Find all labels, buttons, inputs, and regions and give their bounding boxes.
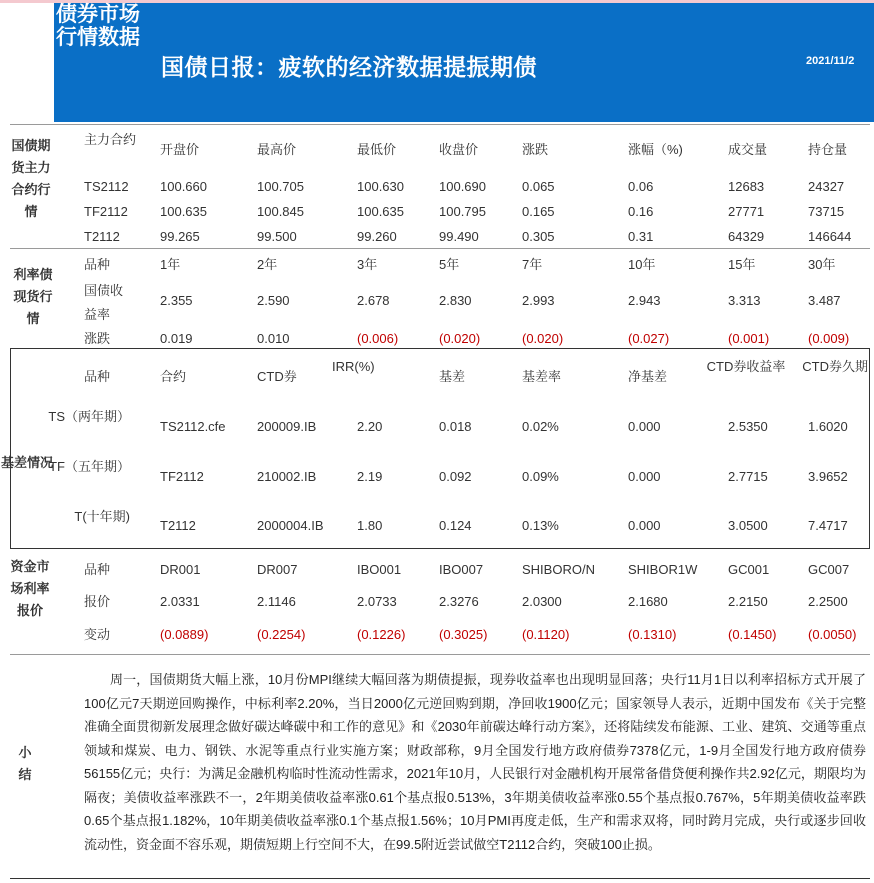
section-divider (10, 124, 870, 125)
futures-section-label: 国债期货主力合约行情 (11, 138, 51, 219)
table-cell: TS2112 (84, 179, 129, 194)
rate-change: (0.1226) (357, 627, 406, 642)
futures-header-volume: 成交量 (728, 142, 768, 157)
rate-quote: 2.1680 (628, 594, 668, 609)
yield-change: (0.009) (808, 331, 850, 346)
brand-title: 债券市场行情数据 (56, 3, 140, 49)
table-cell: 2.19 (357, 469, 383, 484)
table-cell: TF2112 (160, 469, 204, 484)
yield-value: 2.355 (160, 293, 193, 308)
basis-header-basis-rate: 基差率 (522, 369, 562, 384)
tenor-label: 30年 (808, 257, 836, 272)
basis-header-net-basis: 净基差 (628, 369, 668, 384)
tenor-label: 1年 (160, 257, 181, 272)
table-cell: 100.705 (257, 179, 304, 194)
table-cell: 0.02% (522, 419, 559, 434)
basis-header-irr: IRR(%) (332, 359, 375, 374)
table-cell: 0.31 (628, 229, 654, 244)
table-cell: 0.018 (439, 419, 472, 434)
report-date: 2021/11/2 (806, 55, 855, 67)
table-cell: T2112 (84, 229, 120, 244)
bottom-divider (10, 878, 870, 879)
basis-header-contract: 合约 (160, 369, 187, 384)
table-cell: 73715 (808, 204, 845, 219)
yield-value: 2.993 (522, 293, 555, 308)
summary-text: 周一，国债期货大幅上涨，10月份MPI继续大幅回落为期债提振，现券收益率也出现明显回落；央行11月1日以利率招标方式开展了100亿元7天期逆回购操作，中标利率2.20%，当日2000亿元逆回购到期，净回收1900亿元；国家领导人表示，近期中国发布《关于完整准确全面贯彻新发展理念做好碳达峰碳中和工作的意见》和《2030年前碳达峰行动方案》，还将陆续发布能源、工业、建筑、交通等重点领域和煤炭、电力、钢铁、水泥等重点行业实施方案；财政部称，9月全国发行地方政府债券7378亿元，1-9月全国发行地方政府债券56155亿元；央行：为满足金融机构临时性流动性需求，2021年10月，人民银行对金融机构开展常备借贷便利操作共2.92亿元，期限均为隔夜；美债收益率涨跌不一，2年期美债收益率涨0.61个基点报0.513%，3年期美债收益率涨0.55个基点报0.767%，5年期美债收益率跌0.65个基点报1.182%，10年期美债收益率涨0.1个基点报1.56%；10月PMI再度走低，生产和需求双将，同时跨月完成，央行或逐步回收流动性，资金面不容乐观，期债短期上行空间不大，在99.5附近尝试做空T2112合约，突破100止损。 (84, 672, 866, 852)
spot-row-label-change: 涨跌 (84, 331, 111, 346)
table-cell: 100.635 (160, 204, 207, 219)
futures-header-oi: 持仓量 (808, 142, 848, 157)
table-cell: 99.265 (160, 229, 200, 244)
table-cell: TF（五年期） (49, 459, 130, 474)
table-cell: 0.124 (439, 518, 472, 533)
rate-quote: 2.0300 (522, 594, 562, 609)
spot-row-label-tenor: 品种 (84, 257, 111, 272)
yield-change: (0.006) (357, 331, 399, 346)
table-cell: 2.7715 (728, 469, 768, 484)
table-cell: 0.13% (522, 518, 559, 533)
tenor-label: 2年 (257, 257, 278, 272)
table-cell: 100.660 (160, 179, 207, 194)
rate-change: (0.0889) (160, 627, 209, 642)
table-cell: 64329 (728, 229, 765, 244)
table-cell: 100.795 (439, 204, 486, 219)
table-cell: 7.4717 (808, 518, 848, 533)
yield-value: 2.678 (357, 293, 390, 308)
table-cell: T(十年期) (74, 509, 130, 524)
report-title: 国债日报：疲软的经济数据提振期债 (161, 54, 537, 80)
rate-quote: 2.3276 (439, 594, 479, 609)
table-cell: 12683 (728, 179, 765, 194)
table-cell: 0.092 (439, 469, 472, 484)
table-cell: TS2112.cfe (160, 419, 226, 434)
futures-header-low: 最低价 (357, 142, 397, 157)
table-cell: 99.260 (357, 229, 397, 244)
tenor-label: 7年 (522, 257, 543, 272)
spot-section-label: 利率债现货行情 (13, 267, 53, 326)
table-cell: 210002.IB (257, 469, 317, 484)
yield-value: 2.590 (257, 293, 290, 308)
rate-name: IBO001 (357, 562, 402, 577)
rate-name: SHIBORO/N (522, 562, 595, 577)
futures-header-contract: 主力合约 (84, 132, 137, 147)
table-border (869, 348, 870, 548)
rate-name: GC007 (808, 562, 850, 577)
money-row-label-quote: 报价 (84, 594, 111, 609)
basis-header-ctd-yield: CTD券收益率 (706, 359, 786, 374)
rate-quote: 2.1146 (257, 594, 296, 609)
money-section-label: 资金市场利率报价 (10, 559, 50, 618)
money-row-label-change: 变动 (84, 627, 111, 642)
table-cell: 2.20 (357, 419, 383, 434)
table-cell: 0.165 (522, 204, 555, 219)
tenor-label: 5年 (439, 257, 460, 272)
basis-header-variety: 品种 (84, 369, 111, 384)
table-border (10, 348, 11, 548)
yield-value: 2.830 (439, 293, 472, 308)
table-cell: 100.845 (257, 204, 304, 219)
rate-name: SHIBOR1W (628, 562, 698, 577)
table-cell: 0.06 (628, 179, 654, 194)
yield-value: 3.313 (728, 293, 761, 308)
table-cell: 0.000 (628, 419, 661, 434)
table-cell: 0.000 (628, 469, 661, 484)
yield-change: 0.019 (160, 331, 193, 346)
yield-change: (0.020) (439, 331, 481, 346)
table-cell: 2.5350 (728, 419, 768, 434)
yield-change: (0.020) (522, 331, 564, 346)
yield-change: 0.010 (257, 331, 290, 346)
table-cell: 100.635 (357, 204, 404, 219)
tenor-label: 3年 (357, 257, 378, 272)
section-divider (10, 348, 870, 349)
rate-quote: 2.0331 (160, 594, 200, 609)
table-cell: 99.500 (257, 229, 297, 244)
rate-name: IBO007 (439, 562, 484, 577)
rate-quote: 2.0733 (357, 594, 397, 609)
money-row-label-name: 品种 (84, 562, 111, 577)
yield-value: 2.943 (628, 293, 661, 308)
table-cell: 100.690 (439, 179, 486, 194)
futures-header-high: 最高价 (257, 142, 297, 157)
basis-header-basis: 基差 (439, 369, 466, 384)
table-cell: TF2112 (84, 204, 128, 219)
table-cell: 3.0500 (728, 518, 768, 533)
tenor-label: 10年 (628, 257, 656, 272)
tenor-label: 15年 (728, 257, 756, 272)
rate-change: (0.1450) (728, 627, 777, 642)
table-cell: T2112 (160, 518, 196, 533)
section-divider (10, 548, 870, 549)
table-cell: 99.490 (439, 229, 479, 244)
yield-value: 3.487 (808, 293, 841, 308)
table-cell: 100.630 (357, 179, 404, 194)
futures-header-pct: 涨幅（%) (628, 142, 683, 157)
table-cell: 200009.IB (257, 419, 317, 434)
rate-change: (0.2254) (257, 627, 306, 642)
rate-change: (0.0050) (808, 627, 857, 642)
section-divider (10, 248, 870, 249)
rate-name: GC001 (728, 562, 770, 577)
rate-name: DR001 (160, 562, 201, 577)
futures-header-close: 收盘价 (439, 142, 479, 157)
table-cell: 1.6020 (808, 419, 848, 434)
yield-change: (0.027) (628, 331, 670, 346)
rate-change: (0.1120) (522, 627, 570, 642)
table-cell: 0.09% (522, 469, 559, 484)
section-divider (10, 654, 870, 655)
rate-quote: 2.2500 (808, 594, 848, 609)
table-cell: 0.305 (522, 229, 555, 244)
spot-row-label-yield: 国债收益率 (84, 283, 124, 322)
basis-header-ctd-duration: CTD券久期 (802, 359, 868, 374)
summary-section-label: 小结 (18, 745, 50, 782)
table-cell: 0.16 (628, 204, 654, 219)
basis-header-ctd: CTD券 (257, 369, 297, 384)
table-cell: 24327 (808, 179, 845, 194)
rate-change: (0.1310) (628, 627, 677, 642)
rate-change: (0.3025) (439, 627, 488, 642)
table-cell: 2000004.IB (257, 518, 324, 533)
table-cell: 146644 (808, 229, 852, 244)
table-cell: 0.065 (522, 179, 555, 194)
report-header (54, 3, 874, 122)
futures-header-change: 涨跌 (522, 142, 549, 157)
basis-section-label: 基差情况 (0, 455, 53, 470)
rate-name: DR007 (257, 562, 298, 577)
yield-change: (0.001) (728, 331, 770, 346)
rate-quote: 2.2150 (728, 594, 768, 609)
table-cell: TS（两年期） (48, 409, 130, 424)
futures-header-open: 开盘价 (160, 142, 200, 157)
table-cell: 1.80 (357, 518, 383, 533)
table-cell: 3.9652 (808, 469, 848, 484)
table-cell: 0.000 (628, 518, 661, 533)
table-cell: 27771 (728, 204, 765, 219)
